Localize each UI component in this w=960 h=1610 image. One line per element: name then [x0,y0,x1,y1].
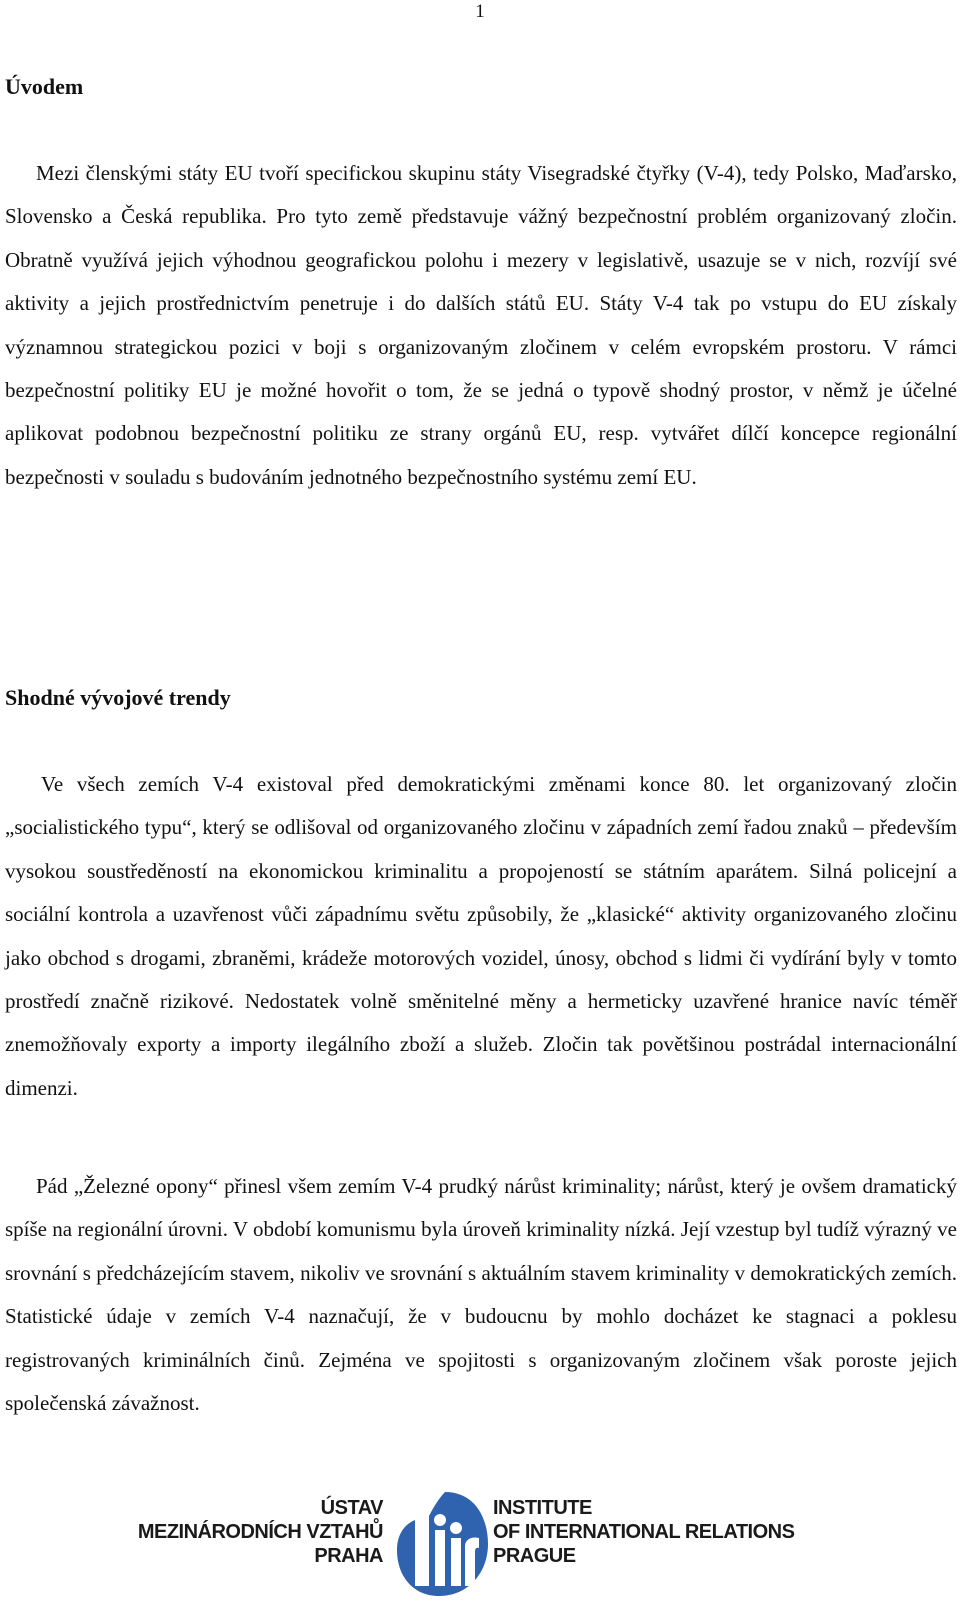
paragraph-trends-1: Ve všech zemích V-4 existoval před demokratickými změnami konce 80. let organizovaný zločin „socialistického typu“, který se odlišoval od organizovaného zločinu v západních zemí řadou znaků – především vysokou soustředěností na ekonomickou kriminalitu a propojeností se státním aparátem. Silná policejní a sociální kontrola a uzavřenost vůči západnímu světu způsobily, že „klasické“ aktivity organizovaného zločinu jako obchod s drogami, zbraněmi, krádeže motorových vozidel, únosy, obchod s lidmi či vydírání byly v tomto prostředí značně rizikové. Nedostatek volně směnitelné měny a hermeticky uzavřené hranice navíc téměř znemožňovaly exporty a importy ilegálního zboží a služeb. Zločin tak povětšinou postrádal internacionální dimenzi. [5,772,957,1100]
section-heading-trends: Shodné vývojové trendy [5,685,231,710]
logo-english-name: INSTITUTE OF INTERNATIONAL RELATIONS PRAGUE [493,1497,795,1567]
logo-czech-name: ÚSTAV MEZINÁRODNÍCH VZTAHŮ PRAHA [137,1497,383,1567]
institute-logo [137,1490,795,1600]
section-heading-intro: Úvodem [5,74,84,99]
page-number: 1 [475,1,485,22]
paragraph-intro: Mezi členskými státy EU tvoří specifickou skupinu státy Visegradské čtyřky (V-4), tedy Polsko, Maďarsko, Slovensko a Česká republika. Pro tyto země představuje vážný bezpečnostní problém organizovaný zločin. Obratně využívá jejich výhodnou geografickou polohu i mezery v legislativě, usazuje se v nich, rozvíjí své aktivity a jejich prostřednictvím penetruje i do dalších států EU. Státy V-4 tak po vstupu do EU získaly významnou strategickou pozici v boji s organizovaným zločinem v celém evropském prostoru. V rámci bezpečnostní politiky EU je možné hovořit o tom, že se jedná o typově shodný prostor, v němž je účelné aplikovat podobnou bezpečnostní politiku ze strany orgánů EU, resp. vytvářet dílčí koncepce regionální bezpečnosti v souladu s budováním jednotného bezpečnostního systému zemí EU. [5,161,957,489]
iir-logo-icon [395,1490,489,1598]
paragraph-trends-2: Pád „Železné opony“ přinesl všem zemím V-4 prudký nárůst kriminality; nárůst, který je ovšem dramatický spíše na regionální úrovni. V období komunismu byla úroveň kriminality nízká. Její vzestup byl tudíž výrazný ve srovnání s předcházejícím stavem, nikoliv ve srovnání s aktuálním stavem kriminality v demokratických zemích. Statistické údaje v zemích V-4 naznačují, že v budoucnu by mohlo docházet ke stagnaci a poklesu registrovaných kriminálních činů. Zejména ve spojitosti s organizovaným zločinem však poroste jejich společenská závažnost. [5,1174,957,1416]
